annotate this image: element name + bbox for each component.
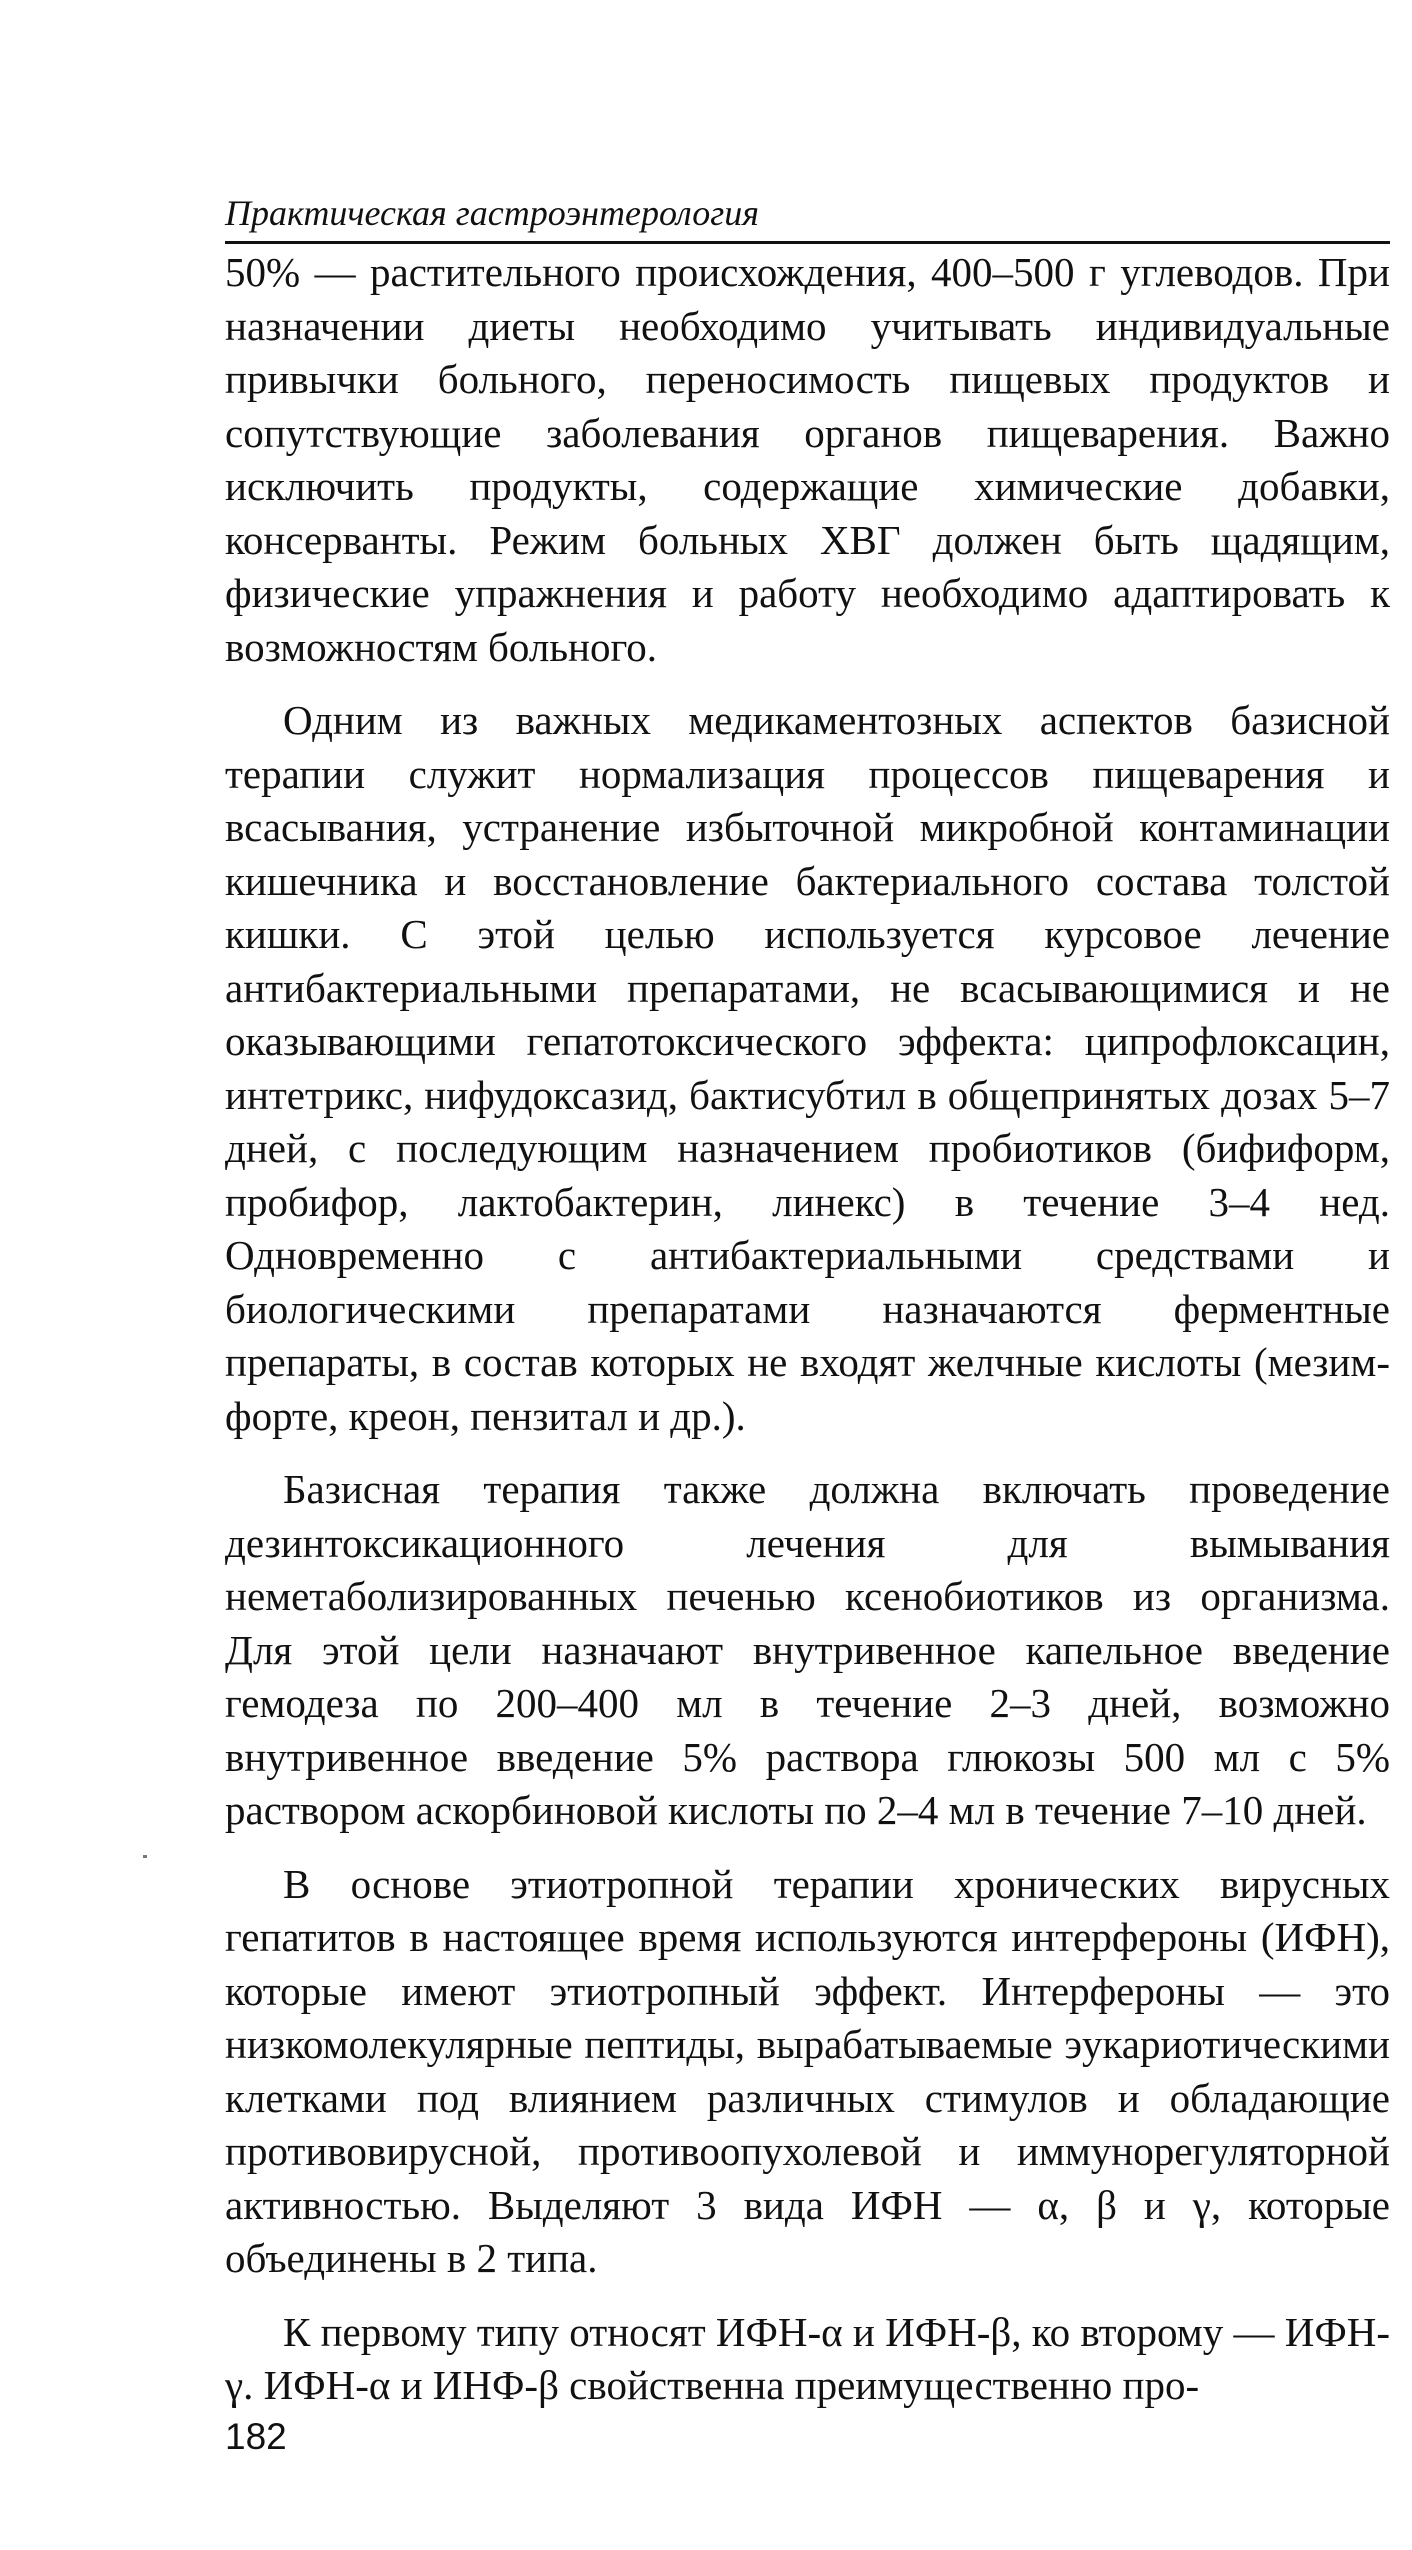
paragraph-basic-therapy: Одним из важных медикаментозных аспектов базисной терапии служит нормализация процессов пищеварения и всасывания, устранение избыточной микробной контаминации кишечника и восстановление бактериального состава толстой кишки. С этой целью используется курсовое лечение антибактериальными препаратами, не всасывающимися и не оказывающими гепатотоксического эффекта: ципрофлоксацин, интетрикс, нифудоксазид, бактисубтил в общепринятых дозах 5–7 дней, с последующим назначением пробиотиков (бифиформ, пробифор, лактобактерин, линекс) в течение 3–4 нед. Одновременно с антибактериальными средствами и биологическими препаратами назначаются ферментные препараты, в состав которых не входят желчные кислоты (мезим-форте, креон, пензитал и др.). (225, 697, 1390, 1439)
book-page (225, 185, 1405, 2457)
paragraph-diet-continuation: 50% — растительного происхождения, 400–500 г углеводов. При назначении диеты необходимо учитывать индивидуальные привычки больного, переносимость пищевых продуктов и сопутствующие заболевания органов пищеварения. Важно исключить продукты, содержащие химические добавки, консерванты. Режим больных ХВГ должен быть щадящим, физические упражнения и работу необходимо адаптировать к возможностям больного. (225, 249, 1390, 670)
paragraph-detox-therapy: Базисная терапия также должна включать проведение дезинтоксикационного лечения для вымывания неметаболизированных печенью ксенобиотиков из организма. Для этой цели назначают внутривенное капельное введение гемодеза по 200–400 мл в течение 2–3 дней, возможно внутривенное введение 5% раствора глюкозы 500 мл с 5% раствором аскорбиновой кислоты по 2–4 мл в течение 7–10 дней. (225, 1466, 1390, 1833)
scan-speck (143, 1855, 147, 1858)
running-head (225, 185, 1390, 244)
running-head-title: Практическая гастроэнтерология (225, 193, 759, 233)
page-number: 182 (225, 2416, 287, 2457)
paragraph-etiotropic-therapy: В основе этиотропной терапии хронических вирусных гепатитов в настоящее время используются интерфероны (ИФН), которые имеют этиотропный эффект. Интерфероны — это низкомолекулярные пептиды, вырабатываемые эукариотическими клетками под влиянием различных стимулов и обладающие противовирусной, противоопухолевой и иммунорегуляторной активностью. Выделяют 3 вида ИФН — α, β и γ, которые объединены в 2 типа. (225, 1860, 1390, 2281)
paragraph-interferon-types: К первому типу относят ИФН-α и ИФН-β, ко второму — ИФН-γ. ИФН-α и ИНФ-β свойственна преимущественно про- (225, 2308, 1390, 2408)
body-text (225, 244, 1390, 2413)
